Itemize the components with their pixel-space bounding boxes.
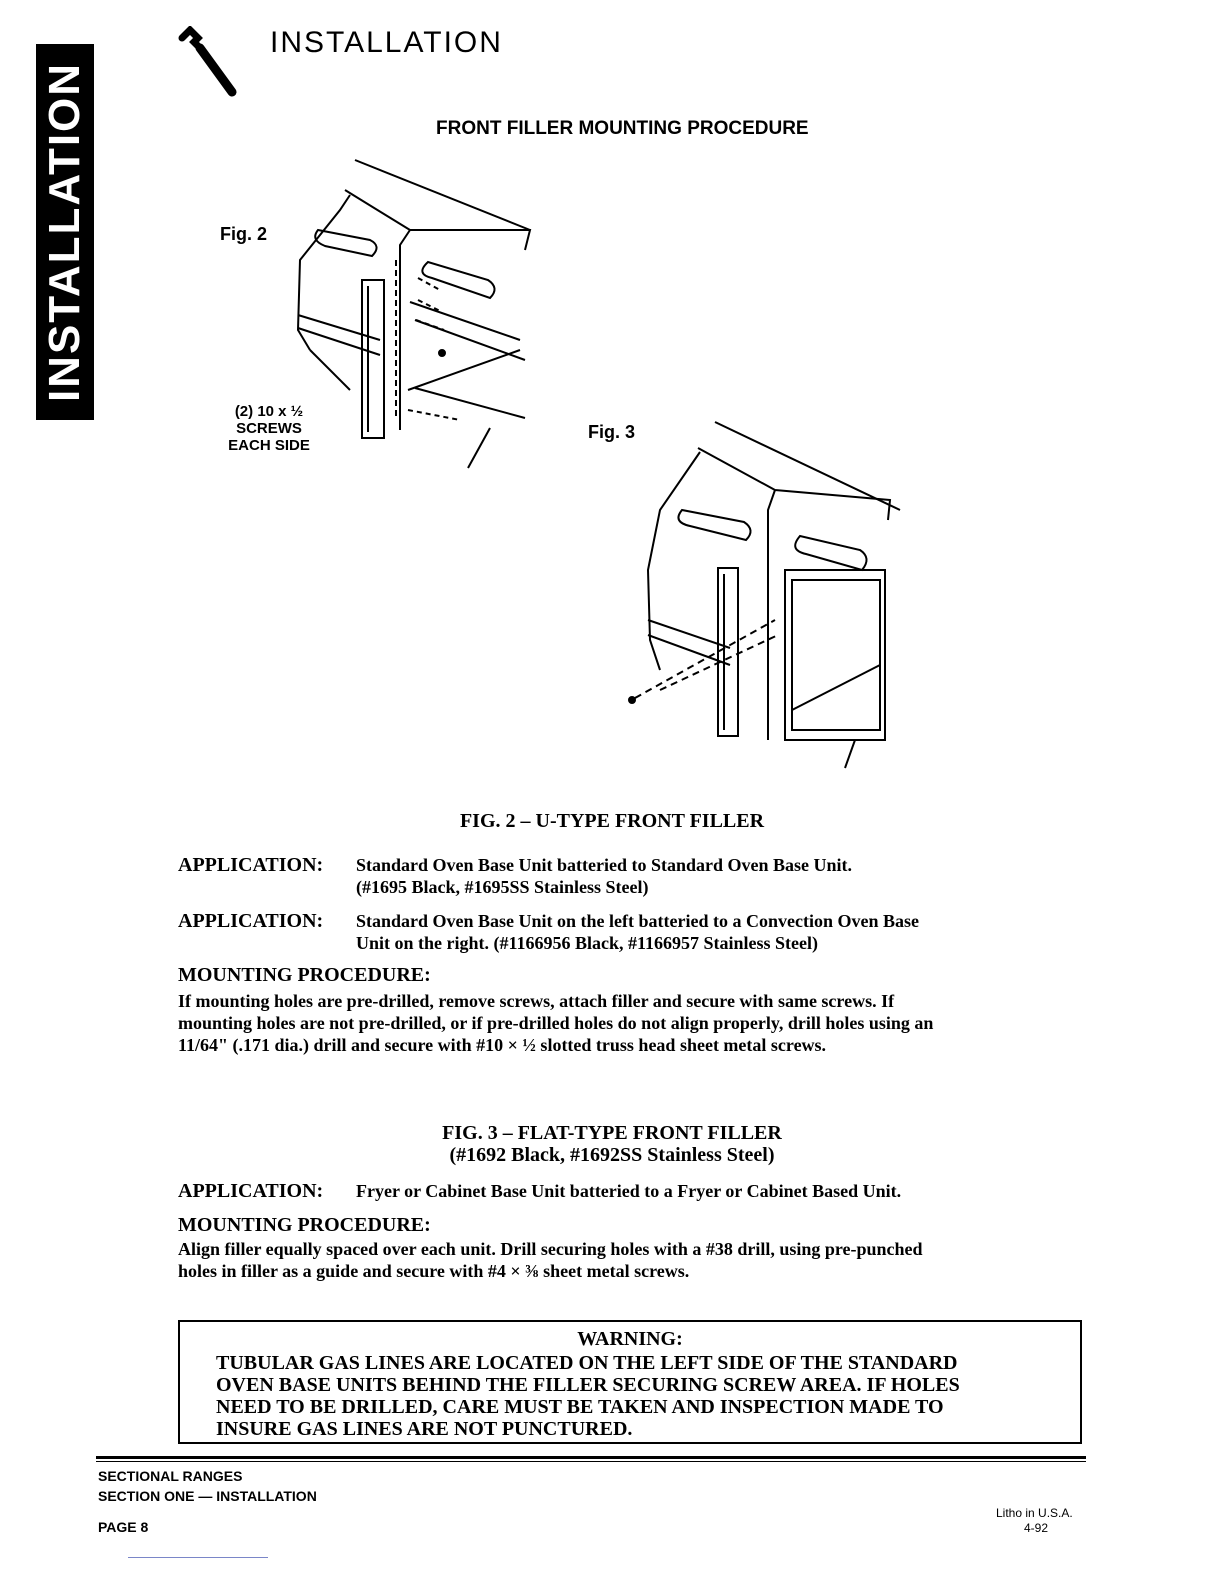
warning-title: WARNING: [577,1328,683,1350]
warning-line: OVEN BASE UNITS BEHIND THE FILLER SECURING SCREW AREA. IF HOLES [216,1374,960,1396]
footer-date: 4-92 [1024,1521,1049,1535]
section-title: FRONT FILLER MOUNTING PROCEDURE [436,118,809,139]
application-text-line: Standard Oven Base Unit on the left batteried to a Convection Oven Base [356,911,919,931]
bottom-divider [128,1557,268,1558]
fig2-label: Fig. 2 [220,224,268,244]
application-block [178,1180,1098,1202]
application-text-line: Unit on the right. (#1166956 Black, #1166957 Stainless Steel) [356,933,819,953]
fig3-flat-type-filler-drawing [620,410,910,770]
procedure-line: mounting holes are not pre-drilled, or if pre-drilled holes do not align properly, drill holes using an [178,1013,934,1033]
mounting-procedure-heading: MOUNTING PROCEDURE: [178,1214,431,1236]
fig3-caption-line: FIG. 3 – FLAT-TYPE FRONT FILLER [442,1122,782,1144]
application-label: APPLICATION: [178,854,324,876]
procedure-line: 11/64" (.171 dia.) drill and secure with #10 × ½ slotted truss head sheet metal screws. [178,1035,827,1055]
fig2-note-line: (2) 10 x ½ [234,403,304,420]
footer-divider [96,1456,1086,1459]
mounting-procedure-text [178,1238,1088,1282]
procedure-line: holes in filler as a guide and secure with #4 × ⅜ sheet metal screws. [178,1261,690,1281]
fig3-label: Fig. 3 [588,422,636,442]
fig2-u-type-filler-drawing [290,150,550,470]
application-block [178,910,1098,954]
warning-line: INSURE GAS LINES ARE NOT PUNCTURED. [216,1418,633,1440]
warning-line: NEED TO BE DRILLED, CARE MUST BE TAKEN AND INSPECTION MADE TO [216,1396,944,1418]
warning-box [178,1320,1082,1444]
page-number: PAGE 8 [98,1519,149,1535]
side-tab [36,44,94,420]
fig2-note-line: SCREWS [236,420,302,437]
fig2-note-line: EACH SIDE [228,437,310,454]
application-text-line: (#1695 Black, #1695SS Stainless Steel) [356,877,649,897]
procedure-line: If mounting holes are pre-drilled, remove screws, attach filler and secure with same screws. If [178,991,895,1011]
application-text-line: Fryer or Cabinet Base Unit batteried to a Fryer or Cabinet Based Unit. [356,1181,902,1201]
footer-litho: Litho in U.S.A. [996,1506,1073,1520]
warning-line: TUBULAR GAS LINES ARE LOCATED ON THE LEFT SIDE OF THE STANDARD [216,1352,958,1374]
mounting-procedure-text [178,990,1088,1056]
fig3-caption-line: (#1692 Black, #1692SS Stainless Steel) [449,1144,775,1166]
warning-text [216,1352,1066,1440]
side-tab-label: INSTALLATION [40,61,89,403]
wrench-icon [176,26,240,98]
mounting-procedure-heading: MOUNTING PROCEDURE: [178,964,431,986]
footer-section-name: SECTION ONE — INSTALLATION [98,1488,317,1504]
procedure-line: Align filler equally spaced over each unit. Drill securing holes with a #38 drill, using pre-punched [178,1239,923,1259]
fig3-caption [0,1122,1224,1166]
page-header-title: INSTALLATION [270,26,503,59]
application-block [178,854,1098,898]
footer-product-name: SECTIONAL RANGES [98,1468,243,1484]
application-text-line: Standard Oven Base Unit batteried to Standard Oven Base Unit. [356,855,853,875]
fig2-caption: FIG. 2 – U-TYPE FRONT FILLER [459,810,765,832]
footer-divider [96,1461,1086,1462]
application-label: APPLICATION: [178,910,324,932]
application-label: APPLICATION: [178,1180,324,1202]
